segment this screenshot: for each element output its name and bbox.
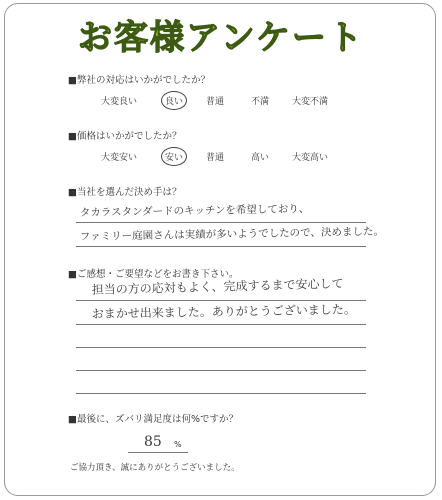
page-title: お客様アンケート — [78, 18, 364, 58]
satisfaction-value: 85 — [144, 434, 162, 450]
price-option-very-expensive: 大変高い — [292, 153, 329, 163]
satisfaction-unit: % — [174, 440, 182, 449]
service-option-good: 良い — [165, 94, 183, 107]
question-service: ■弊社の対応はいかがでしたか？ — [68, 75, 210, 86]
question-satisfaction: ■最後に、ズバリ満足度は何%ですか？ — [68, 414, 239, 425]
price-option-cheap: 安い — [165, 150, 183, 163]
handwritten-answer-line: タカラスタンダードのキッチンを希望しており、 — [79, 202, 310, 220]
satisfaction-field — [128, 436, 188, 452]
answer-rule — [76, 347, 366, 348]
answer-rule — [76, 393, 366, 394]
satisfaction-underline — [128, 452, 188, 453]
answer-rule — [76, 222, 366, 223]
price-option-normal: 普通 — [206, 153, 225, 163]
handwritten-answer-line: ファミリー庭園さんは実績が多いようでしたので、決めました。 — [79, 225, 385, 244]
thank-you-note: ご協力頂き、誠にありがとうございました。 — [70, 463, 240, 473]
handwritten-answer-line: おまかせ出来ました。ありがとうございました。 — [91, 302, 356, 322]
service-option-dissatisfied: 不満 — [251, 97, 270, 107]
answer-rule — [76, 246, 366, 247]
answer-rule — [76, 324, 366, 325]
service-option-very-good: 大変良い — [101, 97, 138, 107]
service-option-very-dissatisfied: 大変不満 — [292, 97, 329, 107]
question-price: ■価格はいかがでしたか？ — [68, 131, 182, 142]
question-comments: ■ご感想・ご要望などをお書き下さい。 — [68, 269, 239, 280]
price-option-very-cheap: 大変安い — [101, 153, 138, 163]
handwritten-answer-line: 担当の方の応対もよく、完成するまで安心して — [91, 276, 344, 298]
question-deciding-factor: ■当社を選んだ決め手は？ — [68, 187, 182, 198]
price-option-expensive: 高い — [251, 153, 270, 163]
answer-rule — [76, 370, 366, 371]
service-option-normal: 普通 — [206, 97, 225, 107]
